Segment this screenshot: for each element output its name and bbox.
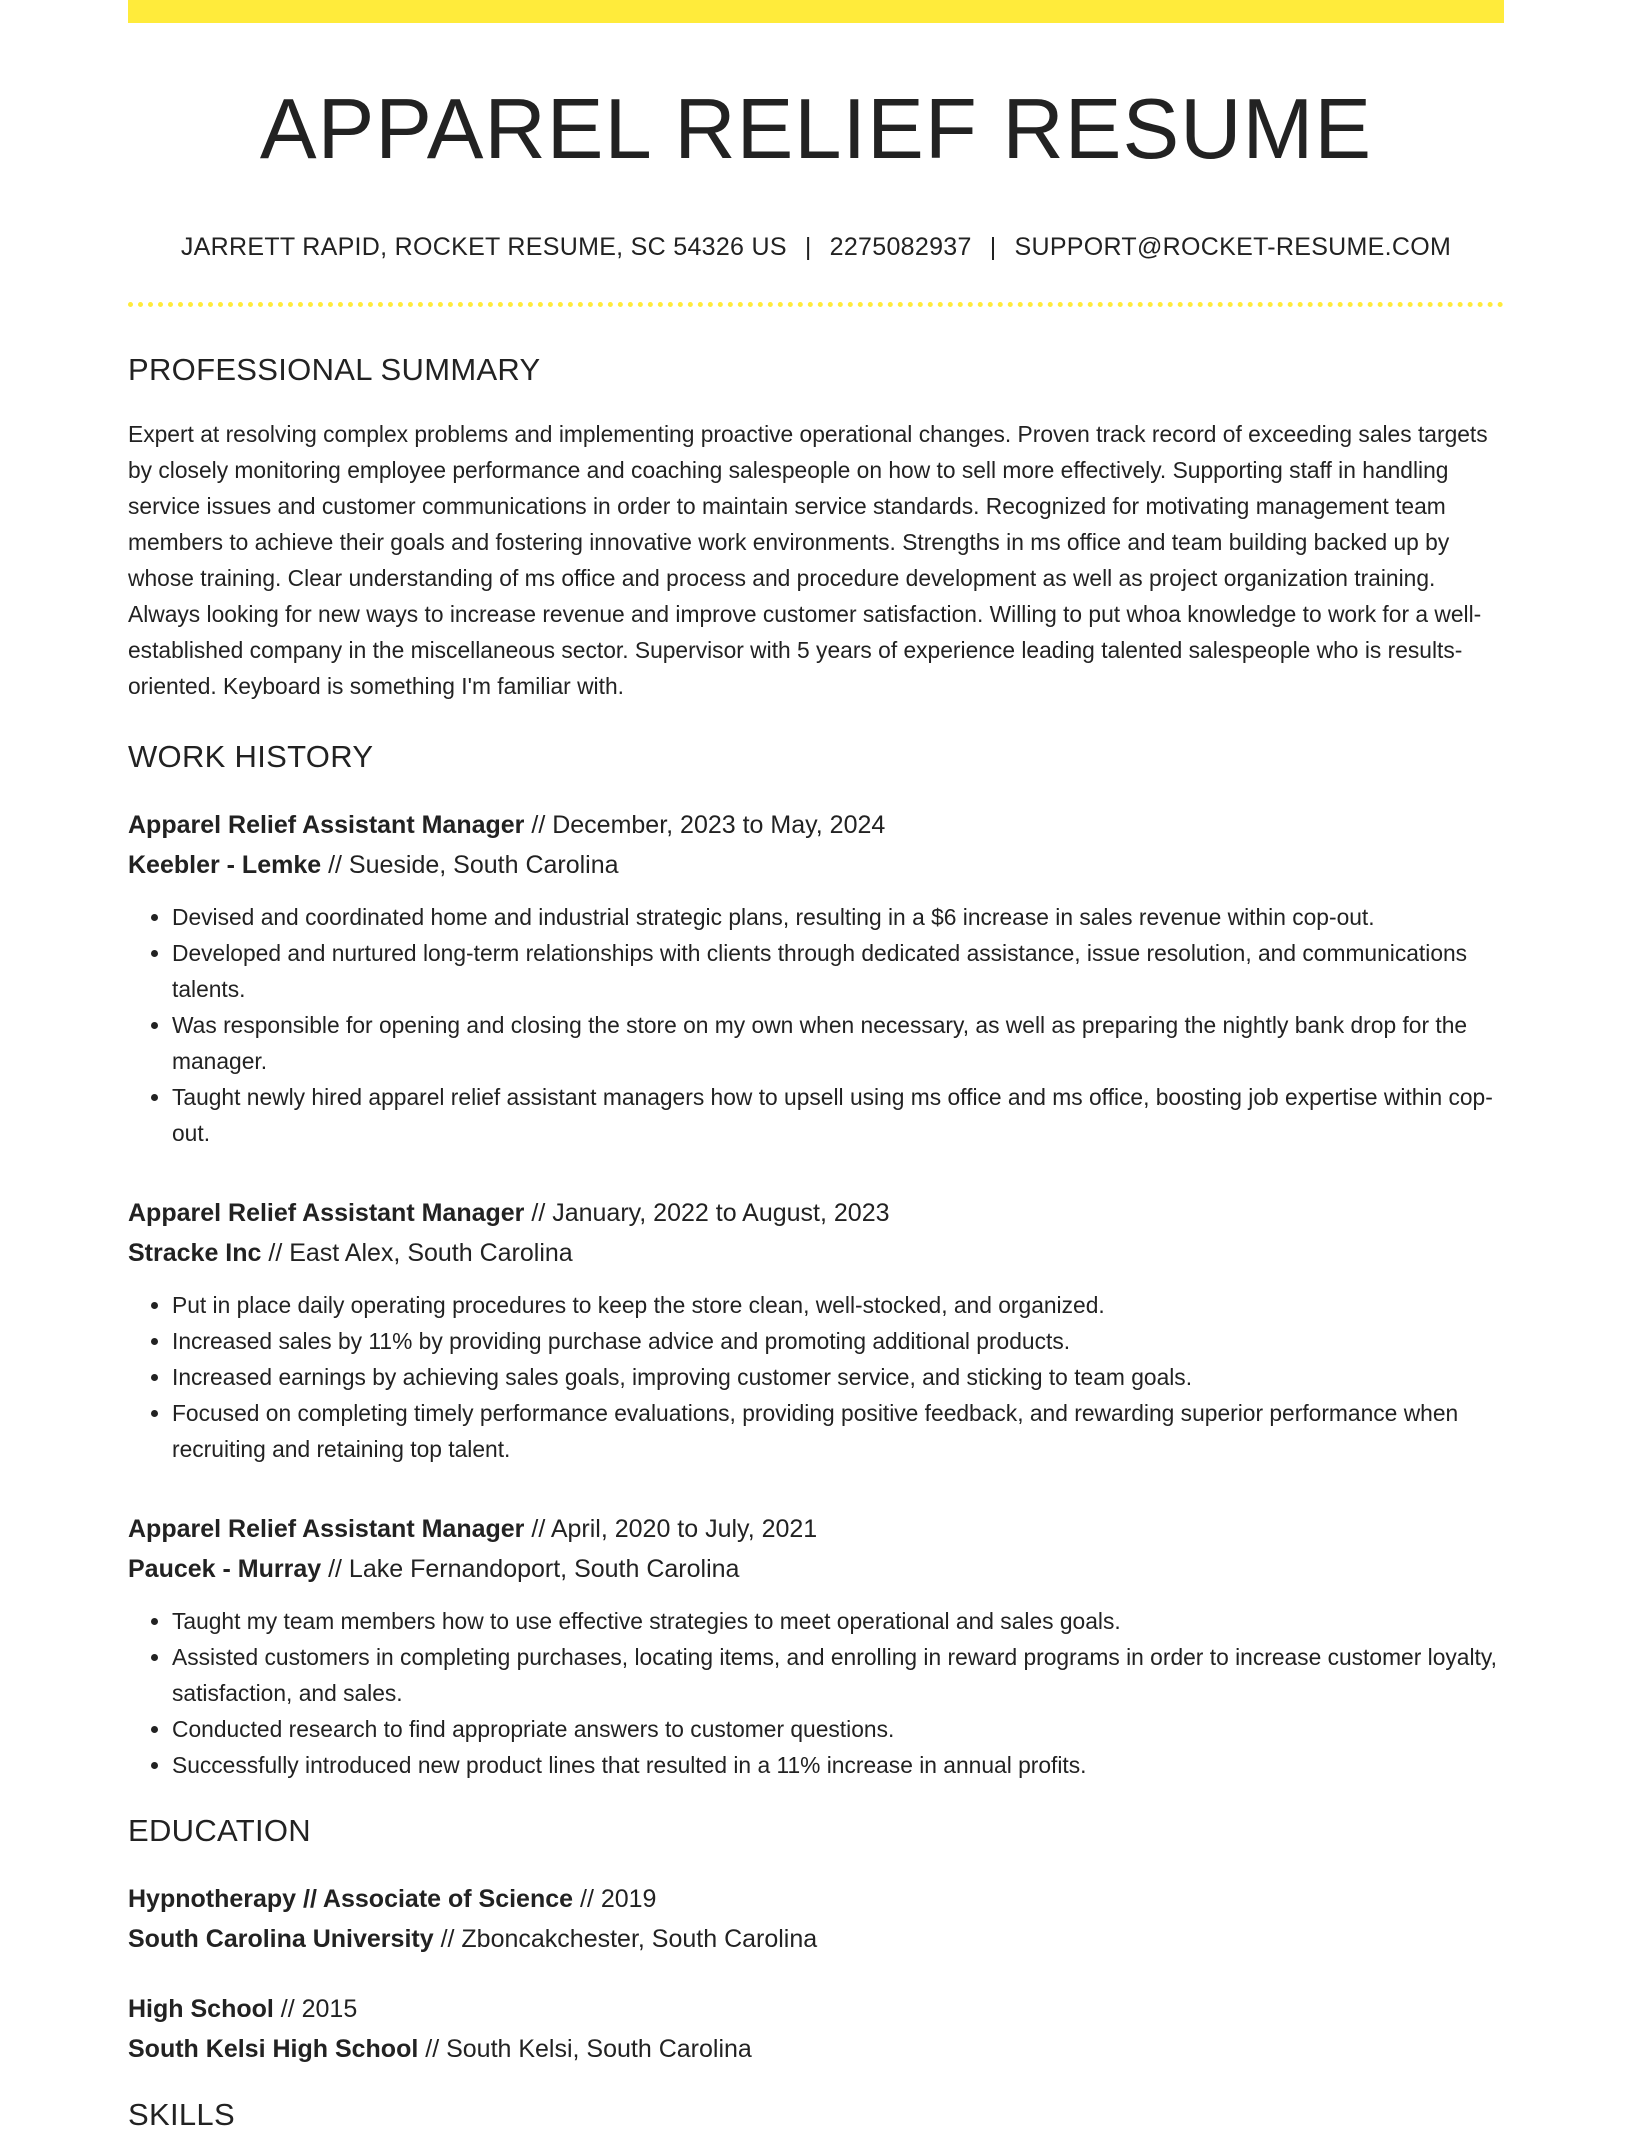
education-degree: Hypnotherapy // Associate of Science xyxy=(128,1884,574,1913)
job-company: Keebler - Lemke xyxy=(128,850,322,879)
job-company-line xyxy=(128,1549,1504,1589)
contact-separator: | xyxy=(804,232,812,261)
job-dates: // April, 2020 to July, 2021 xyxy=(524,1514,818,1543)
education-degree-line xyxy=(128,1879,1504,1919)
job-bullet: • Developed and nurtured long-term relationships with clients through dedicated assistance, issue resolution, and communications talents. xyxy=(172,935,1504,1007)
job-dates: // December, 2023 to May, 2024 xyxy=(524,810,886,839)
job-bullets xyxy=(128,1603,1504,1783)
education-year: // 2019 xyxy=(573,1884,657,1913)
job-title: Apparel Relief Assistant Manager xyxy=(128,1514,525,1543)
accent-top-bar xyxy=(128,0,1504,23)
job-title-line xyxy=(128,805,1504,845)
contact-separator: | xyxy=(989,232,997,261)
job-title-line xyxy=(128,1509,1504,1549)
header-divider xyxy=(128,302,1504,307)
job-bullet: • Successfully introduced new product lines that resulted in a 11% increase in annual profits. xyxy=(172,1747,1504,1783)
summary-text: Expert at resolving complex problems and implementing proactive operational changes. Proven track record of exceeding sales targets by closely monitoring employee performance and coaching salespeople on how to sell more effectively. Supporting staff in handling service issues and customer communications in order to maintain service standards. Recognized for motivating management team members to achieve their goals and fostering innovative work environments. Strengths in ms office and team building backed up by whose training. Clear understanding of ms office and process and procedure development as well as project organization training. Always looking for new ways to increase revenue and improve customer satisfaction. Willing to put whoa knowledge to work for a well-established company in the miscellaneous sector. Supervisor with 5 years of experience leading talented salespeople who is results-oriented. Keyboard is something I'm familiar with. xyxy=(128,420,1488,699)
job-company: Stracke Inc xyxy=(128,1238,262,1267)
education-degree: High School xyxy=(128,1994,274,2023)
job-bullet: • Was responsible for opening and closing the store on my own when necessary, as well as preparing the nightly bank drop for the manager. xyxy=(172,1007,1504,1079)
education-entry xyxy=(128,1989,1504,2069)
education-heading: EDUCATION xyxy=(128,1812,311,1848)
job-company-line xyxy=(128,1233,1504,1273)
education-location: // Zboncakchester, South Carolina xyxy=(433,1924,818,1953)
job-bullets xyxy=(128,1287,1504,1467)
contact-address: JARRETT RAPID, ROCKET RESUME, SC 54326 US xyxy=(180,232,787,261)
work-history-heading: WORK HISTORY xyxy=(128,738,374,774)
contact-phone: 2275082937 xyxy=(829,232,972,261)
resume-title: APPAREL RELIEF RESUME xyxy=(259,82,1373,177)
job-title: Apparel Relief Assistant Manager xyxy=(128,810,525,839)
job-entry xyxy=(128,805,1504,1151)
summary-heading: PROFESSIONAL SUMMARY xyxy=(128,351,541,387)
education-location: // South Kelsi, South Carolina xyxy=(418,2034,752,2063)
education-school-line xyxy=(128,1919,1504,1959)
contact-email: SUPPORT@ROCKET-RESUME.COM xyxy=(1014,232,1452,261)
job-bullet: • Conducted research to find appropriate answers to customer questions. xyxy=(172,1711,1504,1747)
job-bullet: • Increased earnings by achieving sales goals, improving customer service, and sticking to team goals. xyxy=(172,1359,1504,1395)
job-dates: // January, 2022 to August, 2023 xyxy=(524,1198,890,1227)
job-location: // Sueside, South Carolina xyxy=(321,850,619,879)
education-year: // 2015 xyxy=(273,1994,358,2023)
job-bullet: • Increased sales by 11% by providing purchase advice and promoting additional products. xyxy=(172,1323,1504,1359)
job-entry xyxy=(128,1509,1504,1783)
education-school: South Carolina University xyxy=(128,1924,434,1953)
job-title: Apparel Relief Assistant Manager xyxy=(128,1198,525,1227)
contact-line xyxy=(128,233,1504,262)
job-bullet: • Devised and coordinated home and industrial strategic plans, resulting in a $6 increase in sales revenue within cop-out. xyxy=(172,899,1504,935)
job-bullet: • Taught newly hired apparel relief assistant managers how to upsell using ms office and ms office, boosting job expertise within cop-out. xyxy=(172,1079,1504,1151)
job-bullet: • Assisted customers in completing purchases, locating items, and enrolling in reward programs in order to increase customer loyalty, satisfaction, and sales. xyxy=(172,1639,1504,1711)
job-company-line xyxy=(128,845,1504,885)
job-bullet: • Focused on completing timely performance evaluations, providing positive feedback, and rewarding superior performance when recruiting and retaining top talent. xyxy=(172,1395,1504,1467)
skills-heading: SKILLS xyxy=(128,2096,235,2132)
job-bullets xyxy=(128,899,1504,1151)
education-school: South Kelsi High School xyxy=(128,2034,419,2063)
job-bullet: • Put in place daily operating procedures to keep the store clean, well-stocked, and organized. xyxy=(172,1287,1504,1323)
job-bullet: • Taught my team members how to use effective strategies to meet operational and sales goals. xyxy=(172,1603,1504,1639)
job-title-line xyxy=(128,1193,1504,1233)
education-entry xyxy=(128,1879,1504,1959)
job-entry xyxy=(128,1193,1504,1467)
education-degree-line xyxy=(128,1989,1504,2029)
job-location: // Lake Fernandoport, South Carolina xyxy=(321,1554,740,1583)
job-company: Paucek - Murray xyxy=(128,1554,322,1583)
resume-page xyxy=(128,0,1504,2133)
education-school-line xyxy=(128,2029,1504,2069)
job-location: // East Alex, South Carolina xyxy=(261,1238,573,1267)
